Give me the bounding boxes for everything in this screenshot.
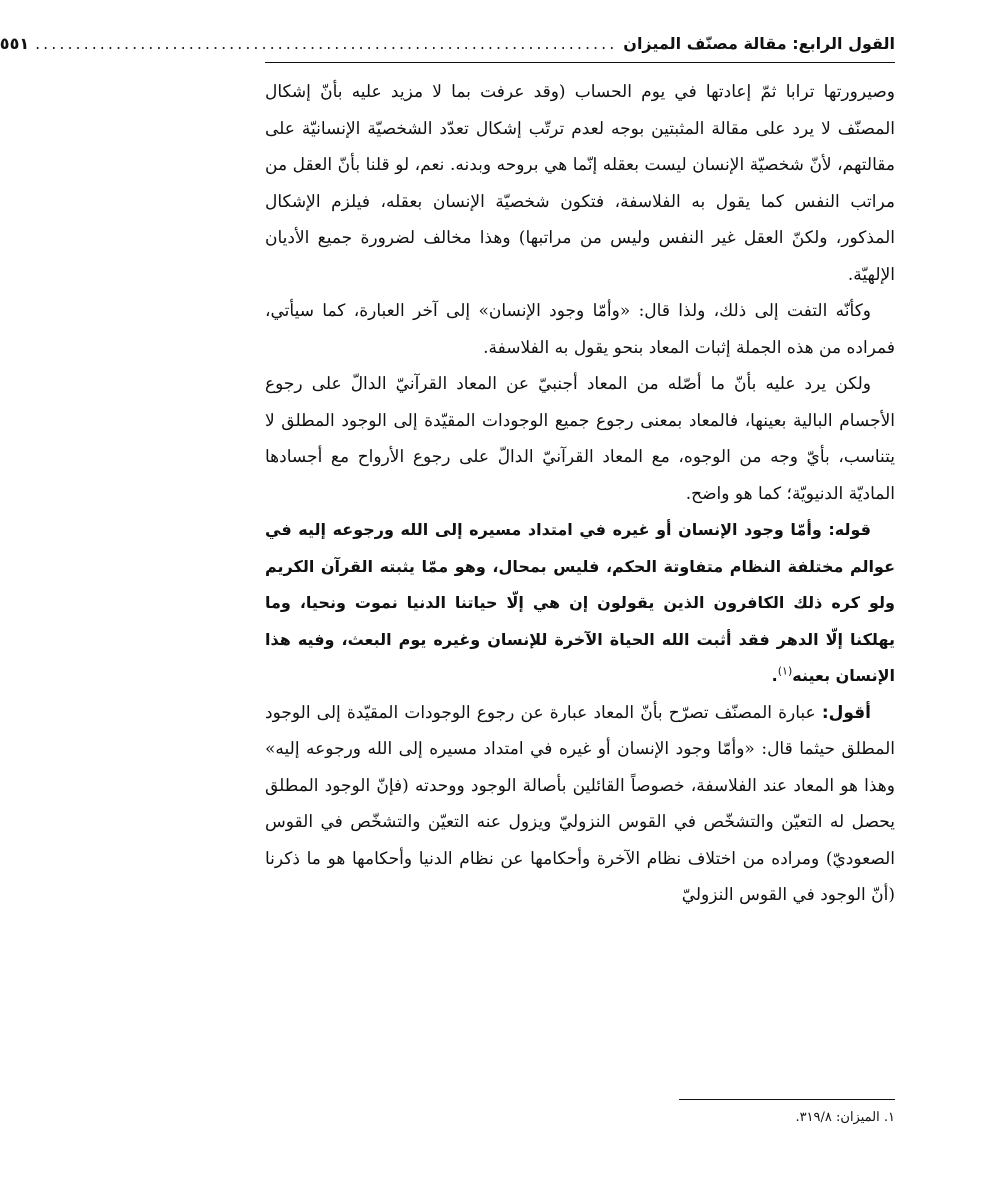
paragraph-5-text: عبارة المصنّف تصرّح بأنّ المعاد عبارة عن رجوع الوجودات المقيّدة إلى الوجود المطلق حيثما قال: «وأمّا وجود الإنسان أو غيره في امتداد مسيره إلى الله ورجوعه إليه» وهذا هو المعاد عند الفلاسفة، خصوصاً القائلين بأصالة الوجود ووحدته (فإنّ الوجود المطلق يحصل له التعيّن والتشخّص في القوس النزوليّ ويزول عنه التعيّن والتشخّص في القوس الصعوديّ) ومراده من اختلاف نظام الآخرة وأحكامها عن نظام الدنيا وأحكامها هو ما ذكرنا (أنّ الوجود في القوس النزوليّ	[265, 702, 895, 905]
header-divider	[265, 62, 895, 63]
running-header	[0, 28, 895, 58]
footnote-reference[interactable]: (١)	[777, 664, 793, 678]
paragraph-2: وكأنّه التفت إلى ذلك، ولذا قال: «وأمّا وجود الإنسان» إلى آخر العبارة، كما سيأتي، فمراده من هذه الجملة إثبات المعاد بنحو يقول به الفلاسفة.	[265, 301, 895, 358]
running-header-title: القول الرابع: مقالة مصنّف الميزان	[623, 33, 895, 53]
paragraph-5	[265, 695, 895, 914]
body-text	[265, 74, 895, 914]
paragraph-3: ولكن يرد عليه بأنّ ما أصّله من المعاد أجنبيّ عن المعاد القرآنيّ الدالّ على رجوع الأجسام البالية بعينها، فالمعاد بمعنى رجوع جميع الوجودات المقيّدة إلى الوجود المطلق لا يتناسب، بأيّ وجه من الوجوه، مع المعاد القرآنيّ الدالّ على رجوع الأرواح مع أجسادها الماديّة الدنيويّة؛ كما هو واضح.	[265, 374, 895, 504]
quoted-passage	[265, 512, 895, 695]
paragraph-5-label: أقول:	[821, 702, 871, 723]
page-number: ٥٥١	[0, 33, 30, 53]
running-header-dot-leader: ........................................................................	[35, 33, 618, 53]
footnote: ١. الميزان: ٣١٩/٨.	[795, 1110, 895, 1125]
quoted-passage-tail: .	[771, 666, 778, 685]
quoted-passage-text: قوله: وأمّا وجود الإنسان أو غيره في امتداد مسيره إلى الله ورجوعه إليه في عوالم مختلفة النظام متفاوتة الحكم، فليس بمحال، وهو ممّا يثبته القرآن الكريم ولو كره ذلك الكافرون الذين يقولون إن هي إلّا حياتنا الدنيا نموت ونحيا، وما يهلكنا إلّا الدهر فقد أثبت الله الحياة الآخرة للإنسان وغيره يوم البعث، وفيه هذا الإنسان بعينه	[265, 520, 895, 685]
paragraph-1: وصيرورتها ترابا ثمّ إعادتها في يوم الحساب (وقد عرفت بما لا مزيد عليه بأنّ إشكال المصنّف لا يرد على مقالة المثبتين بوجه لعدم ترتّب إشكال تعدّد الشخصيّة الإنسانيّة على مقالتهم، لأنّ شخصيّة الإنسان ليست بعقله إنّما هي بروحه وبدنه. نعم، لو قلنا بأنّ العقل من مراتب النفس كما يقول به الفلاسفة، فتكون شخصيّة الإنسان بعقله، فيلزم الإشكال المذكور، ولكنّ العقل غير النفس وليس من مراتبها) وهذا مخالف لضرورة جميع الأديان الإلهيّة.	[265, 82, 895, 285]
footnote-divider	[679, 1099, 895, 1100]
